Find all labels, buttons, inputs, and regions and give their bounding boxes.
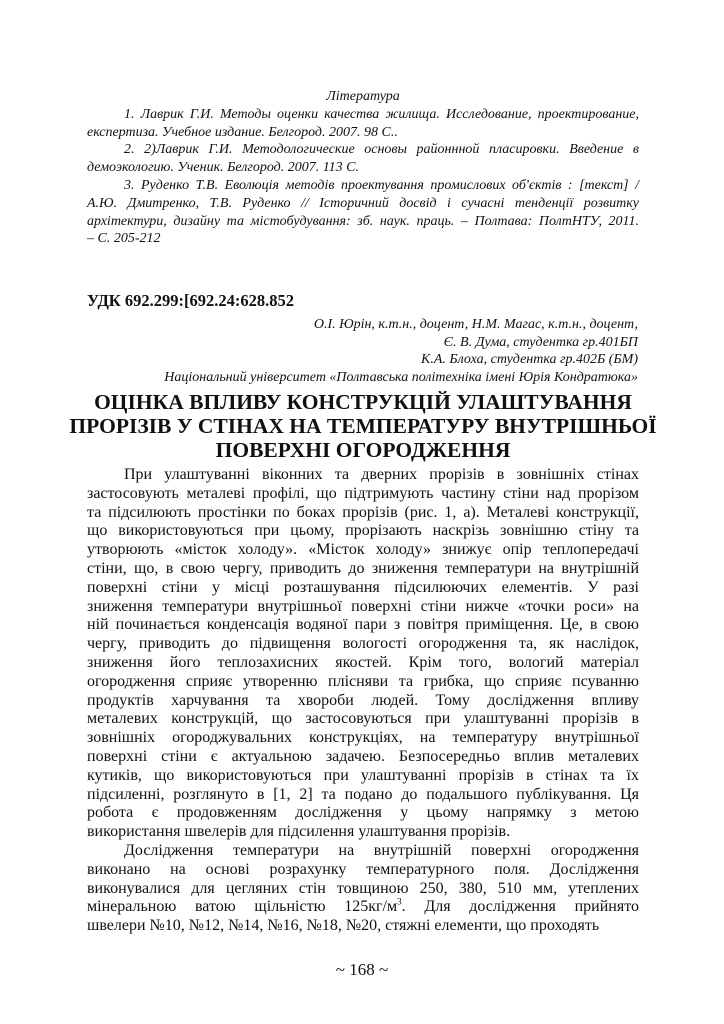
- author-line: Є. В. Дума, студентка гр.401БП: [443, 334, 638, 350]
- title-line: ОЦІНКА ВПЛИВУ КОНСТРУКЦІЙ УЛАШТУВАННЯ: [94, 390, 632, 414]
- text-line: продуктів харчування та хвороби людей. Тому дослідження впливу: [87, 691, 639, 709]
- text-line: чергу, приводить до підвищення вологості огородження та, як наслідок,: [87, 635, 639, 653]
- text-line: використання швелерів для підсилення улаштування прорізів.: [87, 823, 511, 841]
- text-line: металевих конструкцій, що застосовуються при улаштуванні прорізів в: [87, 710, 639, 728]
- reference-line: 2. 2)Лаврик Г.И. Методологические основы районнной пласировки. Введение в: [124, 142, 639, 158]
- reference-line: 3. Руденко Т.В. Еволюція методів проектування промислових об'єктів : [текст] /: [124, 177, 639, 193]
- text-line: підсиленні, розглянуто в [1, 2] та подано до подальшого публікування. Ця: [87, 785, 639, 803]
- authors-block: [164, 316, 638, 386]
- paragraph: [87, 842, 639, 936]
- reference-entry: [87, 106, 639, 142]
- text-segment: мінеральною ватою щільністю 125кг/м: [87, 898, 398, 916]
- title-line: ПОВЕРХНІ ОГОРОДЖЕННЯ: [215, 438, 511, 462]
- text-line: утворюють «місток холоду». «Місток холоду» знижує опір теплопередачі: [87, 541, 639, 559]
- text-line: [87, 898, 639, 917]
- author-line: К.А. Блоха, студентка гр.402Б (БМ): [421, 352, 638, 367]
- text-line: поверхні стіни є актуальною задачею. Безпосередньо вплив металевих: [87, 747, 639, 765]
- article-body: [87, 466, 639, 936]
- text-line: При улаштуванні віконних та дверних прорізів в зовнішніх стінах: [124, 466, 639, 483]
- text-segment: . Для дослідження прийнято: [401, 898, 639, 916]
- reference-line: демоэкологию. Ученик. Белгород. 2007. 113 С.: [87, 160, 360, 176]
- affiliation: Національний університет «Полтавська політехніка імені Юрія Кондратюка»: [164, 369, 638, 385]
- text-line: робота є продовженням дослідження у цьому напрямку з метою: [87, 804, 639, 822]
- text-line: що використовуються при цьому, прорізають наскрізь зовнішню стіну та: [87, 522, 639, 540]
- reference-line: А.Ю. Дмитренко, Т.В. Руденко // Історичний досвід і сучасні тенденції розвитку: [87, 195, 639, 211]
- text-line: Дослідження температури на внутрішній поверхні огородження: [124, 841, 639, 859]
- text-line: виконувалися для цегляних стін товщиною 250, 380, 510 мм, утеплених: [87, 879, 639, 897]
- page-number: ~ 168 ~: [335, 960, 389, 979]
- text-line: виконано на основі розрахунку температурного поля. Дослідження: [87, 860, 639, 878]
- text-line: та підсилюють простінки по боках прорізів (рис. 1, а). Металеві конструкції,: [87, 503, 639, 521]
- text-line: стіни, що, в свою чергу, приводить до зниження температури на внутрішній: [87, 559, 639, 577]
- references-section: [87, 88, 639, 248]
- text-line: зовнішніх огороджувальних конструкціях, на температуру внутрішньої: [87, 729, 639, 747]
- reference-line: експертиза. Учебное издание. Белгород. 2007. 98 С..: [87, 124, 398, 140]
- paragraph: [87, 466, 639, 842]
- reference-line: 1. Лаврик Г.И. Методы оценки качества жилища. Исследование, проектирование,: [124, 106, 639, 122]
- reference-line: – С. 205-212: [87, 231, 161, 247]
- title-line: ПРОРІЗІВ У СТІНАХ НА ТЕМПЕРАТУРУ ВНУТРІШНЬОЇ: [69, 414, 657, 438]
- text-line: зниження температури внутрішньої поверхні стіни нижче «точки роси» на: [87, 597, 639, 615]
- author-line: О.І. Юрін, к.т.н., доцент, Н.М. Магас, к.т.н., доцент,: [313, 317, 638, 332]
- text-line: швелери №10, №12, №14, №16, №18, №20, стяжні елементи, що проходять: [87, 917, 600, 935]
- text-line: застосовують металеві профілі, що підтримують частину стіни над прорізом: [87, 484, 639, 502]
- reference-entry: [87, 177, 639, 248]
- article-title: [60, 390, 666, 462]
- reference-entry: [87, 141, 639, 177]
- references-heading: Література: [326, 89, 400, 104]
- text-line: поверхні стіни у місці розташування підсилюючих елементів. У разі: [87, 578, 639, 596]
- text-line: огородження сприяє утворенню плісняви та грибка, що сприяє псуванню: [87, 672, 639, 690]
- text-line: ній починається конденсація водяної пари з повітря приміщення. Це, в свою: [87, 616, 639, 634]
- text-line: зниження його теплозахисних якостей. Крім того, вологий матеріал: [87, 653, 639, 671]
- udc-code: УДК 692.299:[692.24:628.852: [87, 291, 294, 310]
- reference-line: архітектури, дизайну та містобудування: зб. наук. праць. – Полтава: ПолтНТУ, 2011.: [87, 213, 639, 229]
- text-line: кутиків, що використовуються при улаштуванні прорізів в стінах та їх: [87, 766, 639, 784]
- references-list: [87, 106, 639, 248]
- superscript: 3: [397, 897, 402, 907]
